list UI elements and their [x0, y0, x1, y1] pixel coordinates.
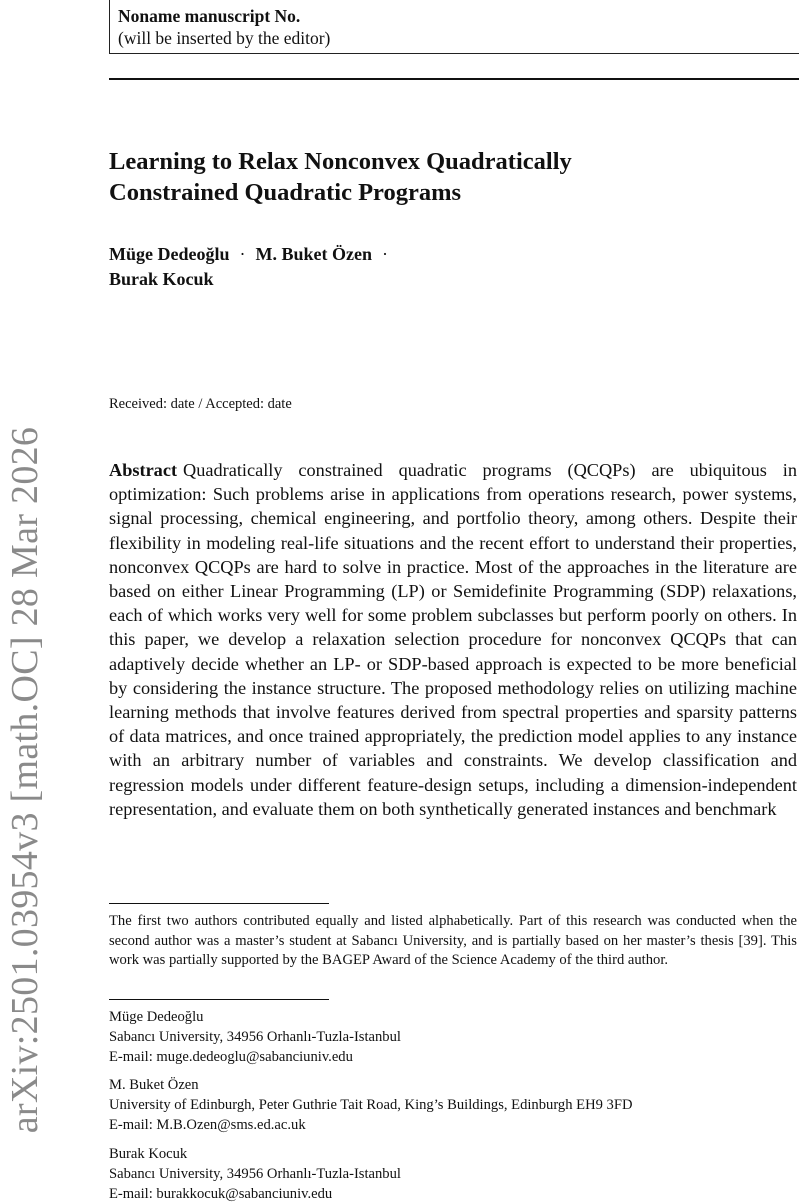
arxiv-identifier-stamp	[0, 375, 50, 1185]
affiliation-block	[109, 1145, 797, 1204]
abstract-text: Quadratically constrained quadratic programs (QCQPs) are ubiquitous in optimization: Such problems arise in applications from operations research, power systems, signal processing, chemical engineering, and portfolio theory, among others. Despite their flexibility in modeling real-life situations and the recent effort to understand their properties, nonconvex QCQPs are hard to solve in practice. Most of the approaches in the literature are based on either Linear Programming (LP) or Semidefinite Programming (SDP) relaxations, each of which works very well for some problem subclasses but perform poorly on others. In this paper, we develop a relaxation selection procedure for nonconvex QCQPs that can adaptively decide whether an LP- or SDP-based approach is expected to be more beneficial by considering the instance structure. The proposed methodology relies on utilizing machine learning methods that involve features derived from spectral properties and sparsity patterns of data matrices, and once trained appropriately, the prediction model applies to any instance with an arbitrary number of variables and constraints. We develop classification and regression models under different feature-design setups, including a dimension-independent representation, and evaluate them on both synthetically generated instances and benchmark	[109, 460, 797, 819]
author-separator: ·	[239, 244, 246, 264]
affiliation-institution: University of Edinburgh, Peter Guthrie Tait Road, King’s Buildings, Edinburgh EH9 3FD	[109, 1096, 633, 1113]
affiliation-email: E-mail: burakkocuk@sabanciuniv.edu	[109, 1185, 333, 1202]
author-line-1	[109, 242, 789, 267]
manuscript-header-box	[109, 0, 799, 54]
funding-footnote: The first two authors contributed equally and listed alphabetically. Part of this research was conducted when the second author was a master’s student at Sabancı University, and is partially based on her master’s thesis [39]. This work was partially supported by the BAGEP Award of the Science Academy of the third author.	[109, 913, 797, 969]
title-line-1: Learning to Relax Nonconvex Quadratically	[109, 148, 572, 175]
arxiv-stamp-text: arXiv:2501.03954v3 [math.OC] 28 Mar 2026	[4, 426, 46, 1134]
author-separator: ·	[382, 244, 388, 264]
affiliation-block	[109, 1076, 797, 1135]
affiliation-rule	[109, 999, 329, 1000]
abstract	[109, 458, 797, 821]
affiliation-name: M. Buket Özen	[109, 1077, 199, 1093]
editor-note: (will be inserted by the editor)	[118, 28, 331, 48]
title-line-2: Constrained Quadratic Programs	[109, 179, 462, 206]
author-name: M. Buket Özen	[255, 244, 372, 264]
abstract-heading: Abstract	[109, 460, 178, 480]
author-name: Müge Dedeoğlu	[109, 244, 230, 264]
author-list	[109, 242, 789, 292]
affiliation-email: E-mail: M.B.Ozen@sms.ed.ac.uk	[109, 1116, 306, 1133]
author-name: Burak Kocuk	[109, 269, 214, 289]
paper-title	[109, 146, 789, 208]
manuscript-number-label: Noname manuscript No.	[118, 6, 301, 26]
affiliation-name: Burak Kocuk	[109, 1146, 188, 1162]
received-accepted-dates: Received: date / Accepted: date	[109, 396, 292, 412]
affiliation-institution: Sabancı University, 34956 Orhanlı-Tuzla-Istanbul	[109, 1165, 401, 1182]
affiliation-block	[109, 1008, 797, 1067]
header-rule	[109, 78, 799, 80]
affiliation-institution: Sabancı University, 34956 Orhanlı-Tuzla-Istanbul	[109, 1028, 401, 1045]
footnote-rule	[109, 903, 329, 904]
author-line-2	[109, 267, 789, 292]
affiliation-name: Müge Dedeoğlu	[109, 1009, 204, 1025]
affiliation-email: E-mail: muge.dedeoglu@sabanciuniv.edu	[109, 1048, 353, 1065]
